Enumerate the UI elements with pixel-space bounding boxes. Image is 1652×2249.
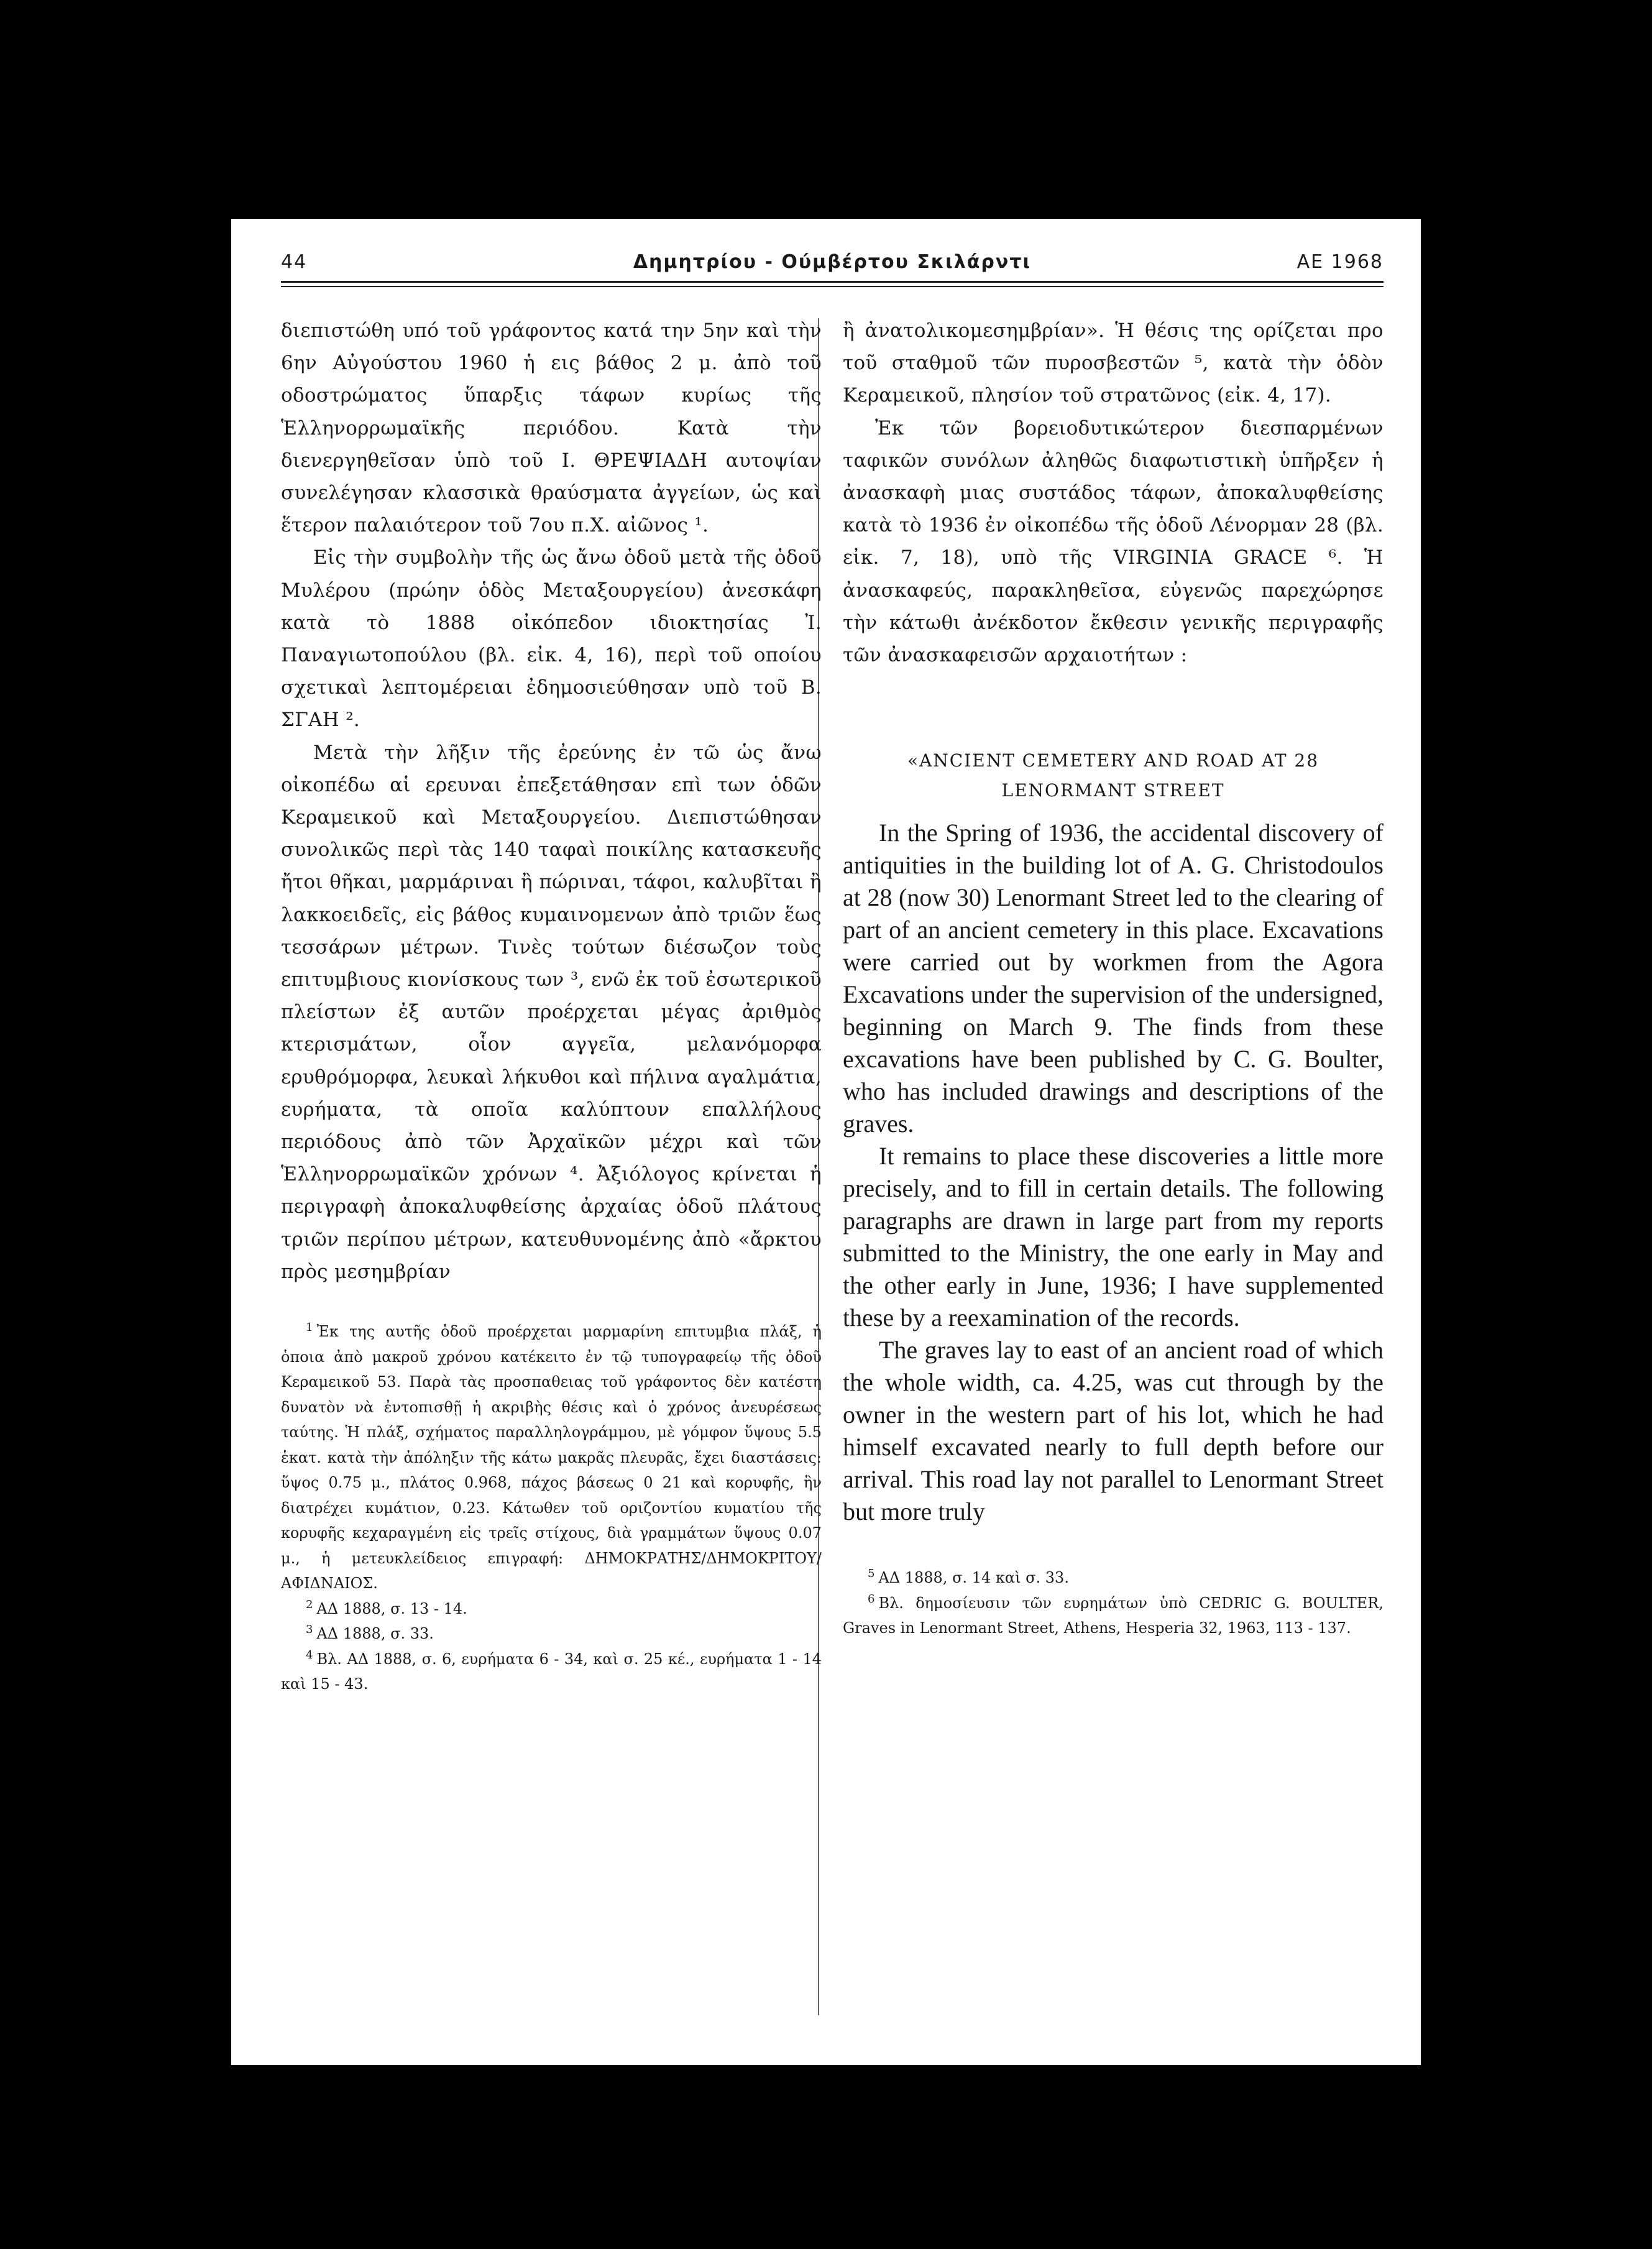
report-title: «ANCIENT CEMETERY AND ROAD AT 28 LENORMANT STREET (907, 750, 1319, 801)
body-paragraph: διεπιστώθη υπό τοῦ γράφοντος κατά την 5ην καὶ τὴν 6ην Αὐγούστου 1960 ἡ εις βάθος 2 μ. ἀπὸ τοῦ οδοστρώματος ὕπαρξις τάφων κυρίως τῆς Ἑλληνορρωμαϊκῆς περιόδου. Κατὰ τὴν διενεργηθεῖσαν ὑπὸ τοῦ Ι. ΘΡΕΨΙΑΔΗ αυτοψίαν συνελέγησαν κλασσικὰ θραύσματα ἀγγείων, ὡς καὶ ἕτερον παλαιότερον τοῦ 7ου π.Χ. αἰῶνος ¹. (281, 320, 822, 537)
footnotes-right (843, 1565, 1384, 1641)
footnote-text: ΑΔ 1888, σ. 13 - 14. (316, 1599, 467, 1617)
footnote-number: 6 (868, 1592, 875, 1606)
footnote (281, 1621, 822, 1647)
english-paragraph: The graves lay to east of an ancient road of which the whole width, ca. 4.25, was cut through by the owner in the western part of his lot, which he had himself excavated nearly to full depth before our arrival. This road lay not parallel to Lenormant Street but more truly (843, 1336, 1384, 1526)
footnote-number: 5 (868, 1567, 875, 1581)
english-paragraph: It remains to place these discoveries a little more precisely, and to fill in certain details. The following paragraphs are drawn in large part from my reports submitted to the Ministry, the one early in May and the other early in June, 1936; I have supplemented these by a reexamination of the records. (843, 1142, 1384, 1332)
body-paragraph: Εἰς τὴν συμβολὴν τῆς ὡς ἄνω ὁδοῦ μετὰ τῆς ὁδοῦ Μυλέρου (πρώην ὁδὸς Μεταξουργείου) ἀνεσκάφη κατὰ τὸ 1888 οἰκόπεδον ιδιοκτησίας Ἰ. Παναγιωτοπούλου (βλ. εἰκ. 4, 16), περὶ τοῦ οποίου σχετικαὶ λεπτομέρειαι ἐδημοσιεύθησαν υπὸ τοῦ Β. ΣΓΑΗ ². (281, 546, 822, 732)
footnote-text: ΑΔ 1888, σ. 33. (316, 1625, 434, 1643)
body-paragraph: ἢ ἀνατολικομεσημβρίαν». Ἡ θέσις της ορίζεται προ τοῦ σταθμοῦ τῶν πυροσβεστῶν ⁵, κατὰ τὴν ὁδὸν Κεραμεικοῦ, πλησίον τοῦ στρατῶνος (εἰκ. 4, 17). (843, 320, 1384, 407)
footnotes-left (281, 1319, 822, 1697)
footnote-number: 1 (306, 1321, 313, 1335)
header-rule-top (281, 281, 1384, 283)
footnote (281, 1647, 822, 1697)
journal-page (231, 219, 1421, 2065)
footnote (281, 1319, 822, 1596)
journal-issue: ΑΕ 1968 (1296, 251, 1384, 273)
right-column (843, 315, 1384, 1641)
footnote (843, 1591, 1384, 1641)
page-number: 44 (281, 251, 308, 273)
footnote (281, 1596, 822, 1622)
footnote-text: ΑΔ 1888, σ. 14 καὶ σ. 33. (878, 1569, 1069, 1587)
footnote-text: Βλ. δημοσίευσιν τῶν ευρημάτων ὑπὸ CEDRIC G. BOULTER, Graves in Lenormant Street, Athens, Hesperia 32, 1963, 113 - 137. (843, 1594, 1384, 1637)
header-rule-bottom (281, 286, 1384, 287)
footnote-number: 2 (306, 1598, 313, 1611)
running-title: Δημητρίου - Ούμβέρτου Σκιλάρντι (633, 251, 1032, 273)
body-paragraph: Μετὰ τὴν λῆξιν τῆς ἐρεύνης ἐν τῶ ὡς ἄνω οἰκοπέδω αἱ ερευναι ἐπεξετάθησαν επὶ των ὁδῶν Κεραμεικοῦ καὶ Μεταξουργείου. Διεπιστώθησαν συνολικῶς περὶ τὰς 140 ταφαὶ ποικίλης κατασκευῆς ἤτοι θῆκαι, μαρμάριναι ἢ πώριναι, τάφοι, καλυβῖται ἢ λακκοειδεῖς, εἰς βάθος κυμαινομενων ἀπὸ τριῶν ἕως τεσσάρων μέτρων. Τινὲς τούτων διέσωζον τοὺς επιτυμβιους κιονίσκους των ³, ενῶ ἐκ τοῦ ἐσωτερικοῦ πλείστων ἐξ αυτῶν προέρχεται μέγας ἀριθμὸς κτερισμάτων, οἷον αγγεῖα, μελανόμορφα ερυθρόμορφα, λευκαὶ λήκυθοι καὶ πήλινα αγαλμάτια, ευρήματα, τὰ οποῖα καλύπτουν επαλλήλους περιόδους ἀπὸ τῶν Ἀρχαϊκῶν μέχρι καὶ τῶν Ἑλληνορρωμαϊκῶν χρόνων ⁴. Ἀξιόλογος κρίνεται ἡ περιγραφὴ ἀποκαλυφθείσης ἀρχαίας ὁδοῦ πλάτους τριῶν περίπου μέτρων, κατευθυνομένης ἀπὸ «ἄρκτου πρὸς μεσημβρίαν (281, 741, 822, 1283)
footnote (843, 1565, 1384, 1591)
footnote-text: Ἐκ της αυτῆς ὁδοῦ προέρχεται μαρμαρίνη επιτυμβια πλάξ, ἡ ὁποια ἀπὸ μακροῦ χρόνου κατέκειτο ἐν τῷ τυπογραφείῳ τῆς ὁδοῦ Κεραμεικοῦ 53. Παρὰ τὰς προσπαθειας τοῦ γράφοντος δὲν κατέστη δυνατὸν νὰ ἐντοπισθῇ ἡ ακριβὴς θέσις καὶ ὁ χρόνος ἀνευρέσεως ταύτης. Ἡ πλάξ, σχήματος παραλληλογράμμου, μὲ γόμφον ὕψους 5.5 ἑκατ. κατὰ τὴν ἀπόληξιν τῆς κάτω μακρᾶς πλευρᾶς, ἔχει διαστάσεις: ὕψος 0.75 μ., πλάτος 0.968, πάχος βάσεως 0 21 καὶ κορυφῆς, ἣν διατρέχει κυμάτιον, 0.23. Κάτωθεν τοῦ οριζοντίου κυματίου τῆς κορυφῆς κεχαραγμένη εἰς τρεῖς στίχους, διὰ γραμμάτων ὕψους 0.07 μ., ἡ μετευκλείδειος επιγραφή: ΔΗΜΟΚΡΑΤΗΣ/ΔΗΜΟΚΡΙΤΟΥ/ ΑΦΙΔΝΑΙΟΣ. (281, 1323, 822, 1593)
english-paragraph: In the Spring of 1936, the accidental discovery of antiquities in the building lot of A. G. Christodoulos at 28 (now 30) Lenormant Street led to the clearing of part of an ancient cemetery in this place. Excavations were carried out by workmen from the Agora Excavations under the supervision of the undersigned, beginning on March 9. The finds from these excavations have been published by C. G. Boulter, who has included drawings and descriptions of the graves. (843, 819, 1384, 1138)
footnote-number: 3 (306, 1623, 313, 1637)
footnote-number: 4 (306, 1648, 313, 1662)
left-column (281, 315, 822, 1697)
running-header (281, 251, 1384, 288)
body-paragraph: Ἐκ τῶν βορειοδυτικώτερον διεσπαρμένων ταφικῶν συνόλων ἀληθῶς διαφωτιστικὴ ὑπῆρξεν ἡ ἀνασκαφὴ μιας συστάδος τάφων, ἀποκαλυφθείσης κατὰ τὸ 1936 ἐν οἰκοπέδω τῆς ὁδοῦ Λένορμαν 28 (βλ. εἰκ. 7, 18), υπὸ τῆς VIRGINIA GRACE ⁶. Ἡ ἀνασκαφεύς, παρακληθεῖσα, εὐγενῶς παρεχώρησε τὴν κάτωθι ἀνέκδοτον ἔκθεσιν γενικῆς περιγραφῆς τῶν ἀνασκαφεισῶν αρχαιοτήτων : (843, 416, 1384, 667)
footnote-text: Βλ. ΑΔ 1888, σ. 6, ευρήματα 6 - 34, καὶ σ. 25 κέ., ευρήματα 1 - 14 καὶ 15 - 43. (281, 1650, 822, 1693)
